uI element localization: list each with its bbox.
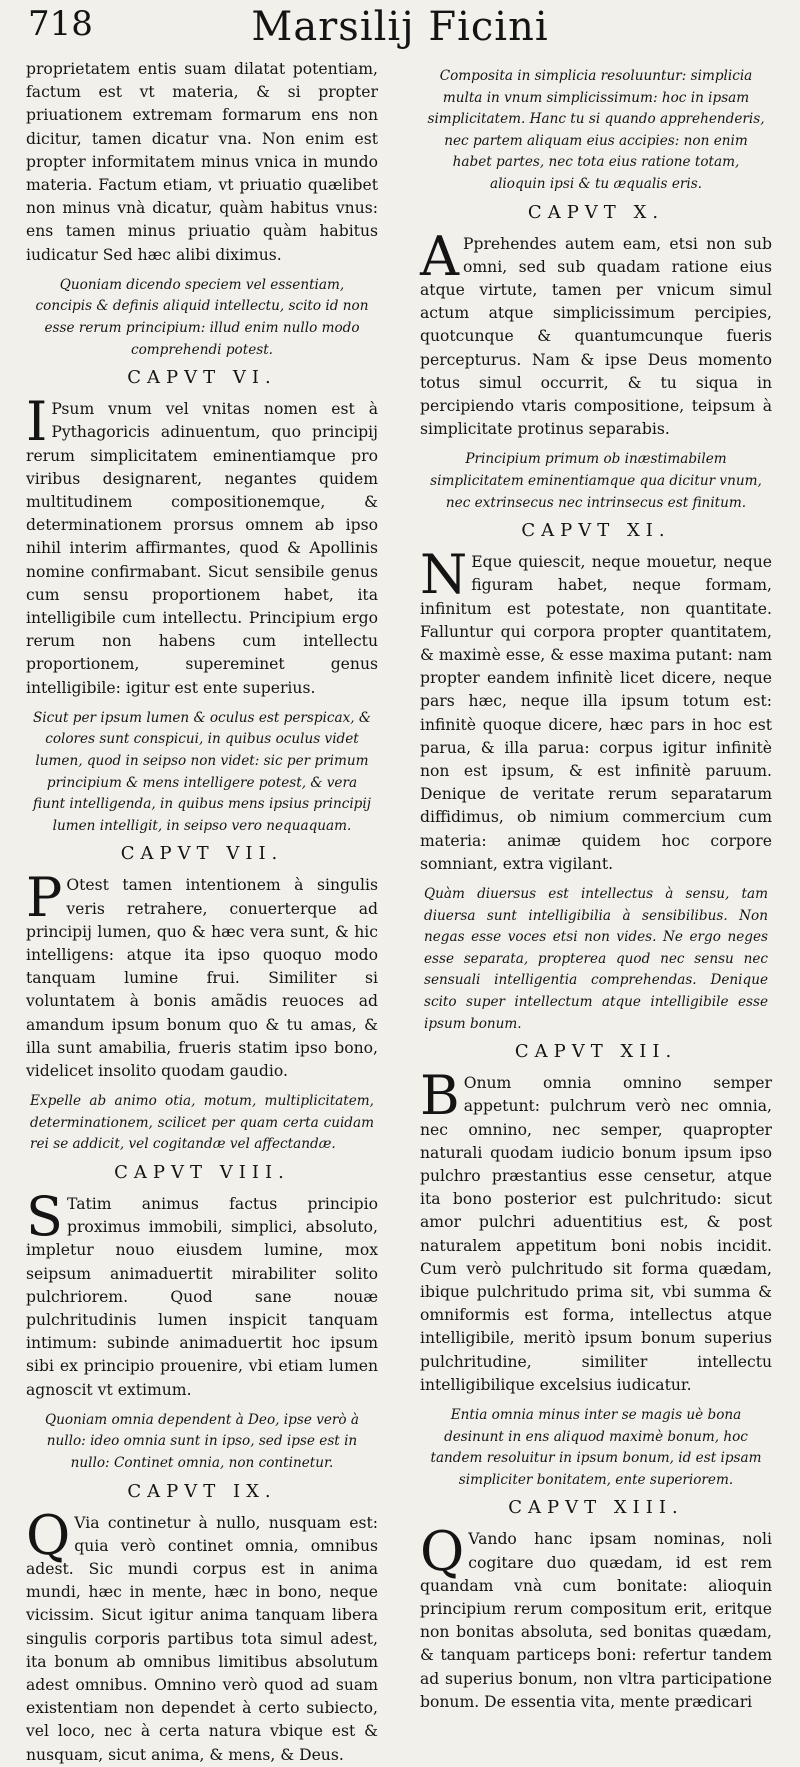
dropcap: A [420,224,459,288]
chapter-11-heading: CAPVT XI. [521,520,671,542]
chapter-9-body: Via continetur à nullo, nusquam est: quia verò continet omnia, omnibus adest. Sic mundi corpus est in anima mundi, hæc in mente, hæc in bono, neque vicissim. Sicut igitur anima tanquam libera singulis corporis partibus tota simul adest, ita bonum ab omnibus limitibus absolutum adest omnibus. Omnino verò quod ad suam existentiam non dependet à certo subiecto, vel loco, nec à certa natura vbique est & nusquam, sicut anima, & mens, & Deus. [26,1513,378,1764]
chapter-11-text [420,543,772,876]
chapter-11-summary: Principium primum ob inæstimabilem simplicitatem eminentiamque qua dicitur vnum, nec extrinsecus nec intrinsecus est finitum. [430,451,762,511]
dropcap: Q [420,1520,465,1584]
chapter-7-summary: Sicut per ipsum lumen & oculus est perspicax, & colores sunt conspicui, in quibus oculus videt lumen, quod in seipso non videt: sic per primum principium & mens intelligere potest, & vera fiunt intelligenda, in quibus mens ipsius principij lumen intelligit, in seipso vero nequaquam. [32,709,372,834]
dropcap: Q [26,1503,71,1567]
dropcap: P [26,866,63,930]
opening-paragraph: proprietatem entis suam dilatat potentiam, factum est vt materia, & si propter priuationem extremam formarum ens non dicitur, tamen dicatur vna. Non enim est propter informitatem minus vnica in mundo materia. Factum etiam, vt priuatio quælibet non minus vnà dicatur, quàm habitus vnus: ens tamen minus priuatio quàm habitus iudicatur Sed hæc alibi diximus. [26,60,378,264]
page-header [22,4,778,54]
chapter-8-heading: CAPVT VIII. [114,1162,290,1184]
chapter-13-summary: Entia omnia minus inter se magis uè bona desinunt in ens aliquod maximè bonum, hoc tandem resoluitur in ipsum bonum, id est ipsam simpliciter bonitatem, ente superiorem. [430,1407,762,1488]
chapter-10-text [420,224,772,442]
chapter-13-heading: CAPVT XIII. [508,1497,684,1519]
chapter-7-heading: CAPVT VII. [120,843,284,865]
right-column [420,58,772,1714]
page-number: 718 [28,4,93,44]
chapter-12-body: Onum omnia omnino semper appetunt: pulchrum verò nec omnia, nec omnino, nec semper, quapropter naturali quodam iudicio bonum ipsum ipso pulchro præstantius esse censetur, atque ita bono posterior est pulchritudo: sicut amor pulchri aduentitius est, & post naturalem appetitum boni nobis incidit. Cum verò pulchritudo sit forma quædam, ibique pulchritudo prima sit, vbi summa & omniformis est forma, intellectus atque intelligibile, meritò ipsum bonum superius pulchritudine, similiter intellectu intelligibilique excelsius iudicatur. [420,1074,772,1394]
running-title: Marsilij Ficini [251,4,549,50]
chapter-9-text [26,1503,378,1767]
chapter-12-heading: CAPVT XII. [514,1041,678,1063]
chapter-9-summary: Quoniam omnia dependent à Deo, ipse verò à nullo: ideo omnia sunt in ipso, sed ipse est in nullo: Continet omnia, non continetur. [44,1411,360,1472]
opening-summary: Composita in simplicia resoluuntur: simplicia multa in vnum simplicissimum: hoc in ipsam simplicitatem. Hanc tu si quando apprehenderis, nec partem aliquam eius accipies: non enim habet partes, nec tota eius ratione totam, alioquin ipsi & tu æqualis eris. [427,68,765,192]
chapter-10-heading: CAPVT X. [527,201,665,223]
dropcap: N [420,543,468,607]
chapter-6-heading: CAPVT VI. [127,367,277,389]
chapter-8-body: Tatim animus factus principio proximus immobili, simplici, absoluto, impletur nouo eiusdem lumine, mox seipsum animaduertit mirabiliter solito pulchriorem. Quod sane nouæ pulchritudinis lumen inspicit tanquam intimum: subinde animaduertit hoc ipsum sibi ex principio prouenire, vbi etiam lumen agnoscit vt extimum. [26,1195,378,1399]
chapter-6-text [26,390,378,700]
chapter-7-text [26,866,378,1083]
chapter-9-heading: CAPVT IX. [127,1480,277,1502]
chapter-8-text [26,1185,378,1402]
chapter-11-body: Eque quiescit, neque mouetur, neque figuram habet, neque formam, infinitum est potestate, non quantitate. Falluntur qui corpora propter quantitatem, & maximè esse, & esse maxima putant: nam propter eandem infinitè licet dicere, neque pars hæc, neque illa ipsum totum est: infinitè quoque dicere, hæc pars in hoc est parua, & illa parua: corpus igitur infinitè non est ipsum, & est infinitè paruum. Denique de veritate rerum separatarum diffidimus, ob nimium commercium cum materia: animæ quidem hoc corpore somniant, extra vigilant. [420,553,772,873]
chapter-6-summary: Quoniam dicendo speciem vel essentiam, concipis & definis aliquid intellectu, scito id non esse rerum principium: illud enim nullo modo comprehendi potest. [35,276,369,358]
chapter-13-text [420,1520,772,1714]
chapter-13-body: Vando hanc ipsam nominas, noli cogitare duo quædam, id est rem quandam vnà cum bonitate: alioquin principium rerum compositum erit, eritque non bonitas absoluta, sed bonitas quædam, & tanquam particeps boni: refertur tandem ad superius bonum, non vltra participatione bonum. De essentia vita, mente prædicari [420,1530,772,1711]
chapter-12-summary: Quàm diuersus est intellectus à sensu, tam diuersa sunt intelligibilia à sensibilibus. Non negas esse voces etsi non vides. Ne ergo neges esse separata, propterea quod nec sensu nec sensuali intelligentia comprehendas. Denique scito super intellectum atque intelligibile esse ipsum bonum. [424,886,768,1032]
chapter-7-body: Otest tamen intentionem à singulis veris retrahere, conuerterque ad principij lumen, quo & hæc vera sunt, & hic intelligens: atque ita ipso quoquo modo tanquam lumine frui. Similiter si voluntatem à bonis amãdis reuoces ad amandum ipsum bonum quo & tu amas, & illa sunt amabilia, frueris statim ipso bono, videlicet insolito quodam gaudio. [26,876,378,1081]
dropcap: B [420,1064,460,1128]
chapter-10-body: Pprehendes autem eam, etsi non sub omni, sed sub quadam ratione eius atque virtute, tamen per vnicum simul actum atque simplicissimum percipies, quotcunque & quantumcunque fueris percepturus. Nam & ipse Deus momento totus simul occurrit, & tu siqua in percipiendo vtaris compositione, teipsum à simplicitate protinus separabis. [420,234,772,439]
chapter-12-text [420,1064,772,1397]
left-column [26,58,378,1767]
dropcap: S [26,1185,63,1249]
chapter-6-body: Psum vnum vel vnitas nomen est à Pythagoricis adinuentum, quo principij rerum simplicitatem eminentiamque pro viribus designarent, negantes quidem multitudinem compositionemque, & determinationem prorsus omnem ab ipso nihil interim affirmantes, quod & Apollinis nomine confirmabant. Sicut sensibile genus cum sensu proportionem habet, ita intelligibile cum intellectu. Principium ergo rerum non habens cum intellectu proportionem, supereminet genus intelligibile: igitur est ente superius. [26,400,378,697]
chapter-8-summary: Expelle ab animo otia, motum, multiplicitatem, determinationem, scilicet per quam certa cuidam rei se addicit, vel cogitandæ vel affectandæ. [30,1093,374,1153]
dropcap: I [26,390,48,454]
